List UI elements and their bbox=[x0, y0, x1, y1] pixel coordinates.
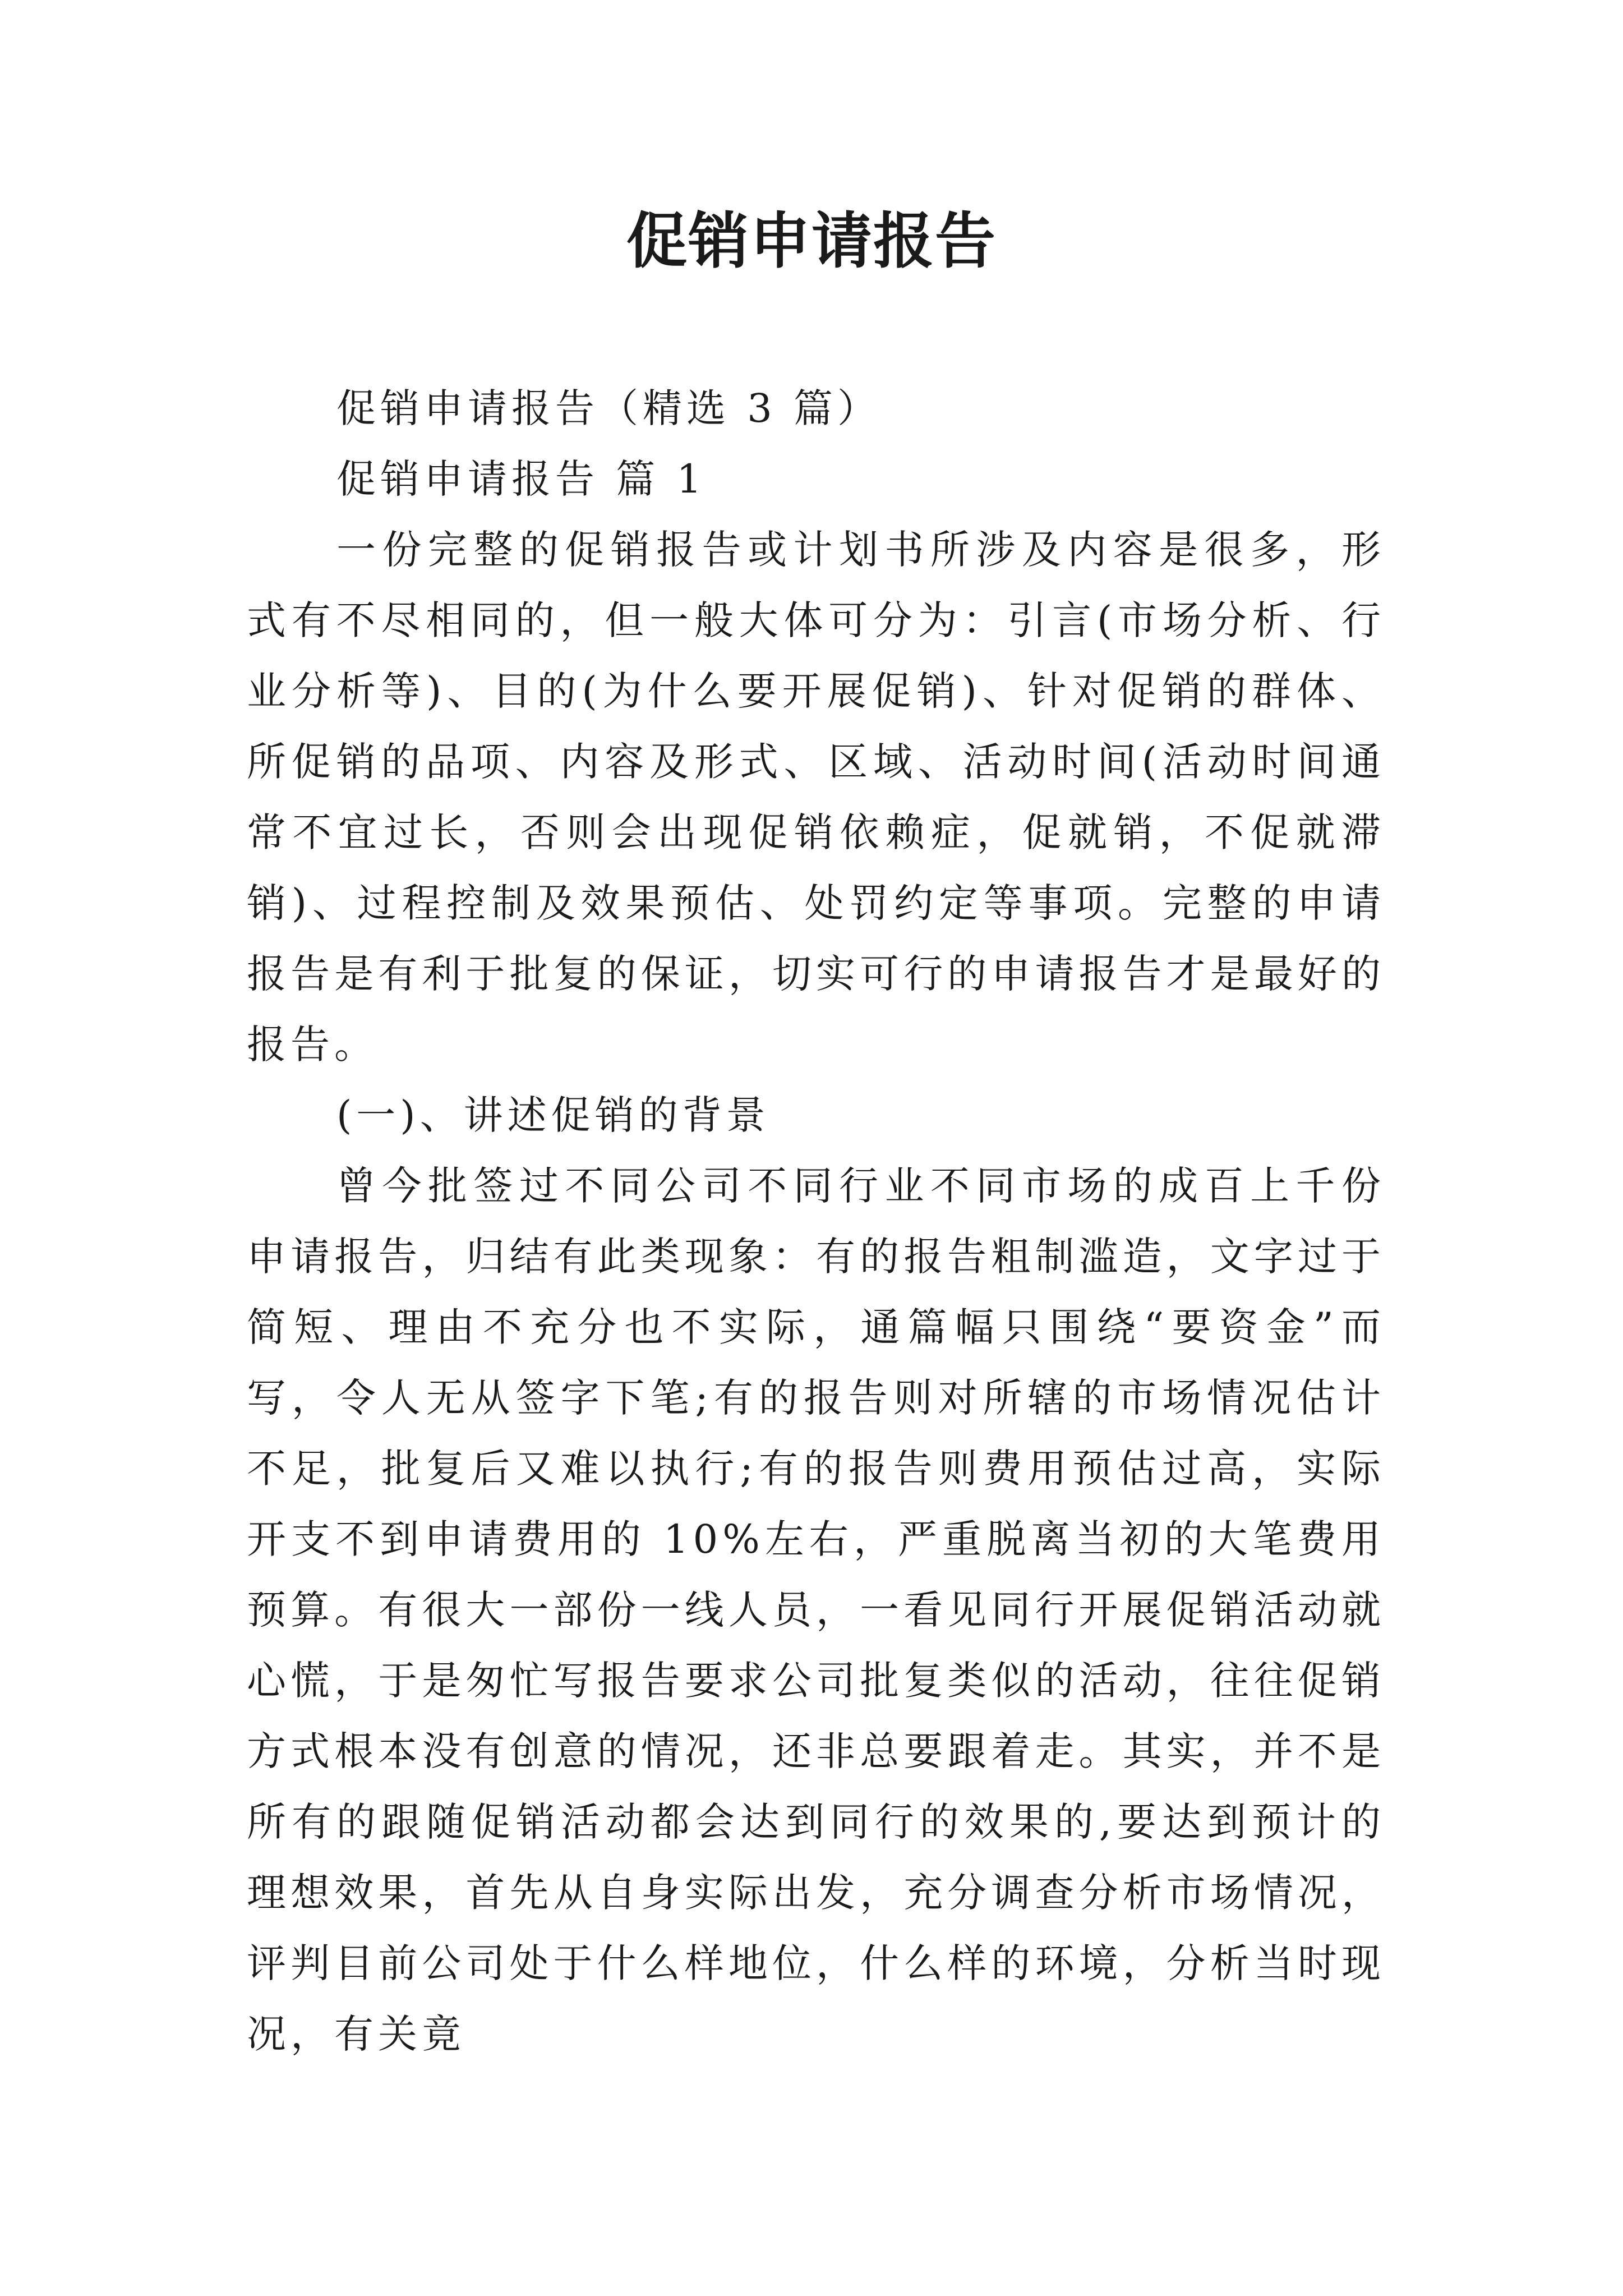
section-heading: 促销申请报告 篇 1 bbox=[336, 456, 707, 502]
body-paragraph: 曾今批签过不同公司不同行业不同市场的成百上千份申请报告，归结有此类现象：有的报告粗制滥造，文字过于简短、理由不充分也不实际，通篇幅只围绕“要资金”而写，令人无从签字下笔;有的报告则对所辖的市场情况估计不足，批复后又难以执行;有的报告则费用预估过高，实际开支不到申请费用的 10%左右，严重脱离当初的大笔费用预算。有很大一部份一线人员，一看见同行开展促销活动就心慌，于是匆忙写报告要求公司批复类似的活动，往往促销方式根本没有创意的情况，还非总要跟着走。其实，并不是所有的跟随促销活动都会达到同行的效果的,要达到预计的理想效果，首先从自身实际出发，充分调查分析市场情况，评判目前公司处于什么样地位，什么样的环境，分析当时现况，有关竟 bbox=[247, 1163, 1385, 2057]
document-title: 促销申请报告 bbox=[626, 206, 997, 277]
sub-heading: (一)、讲述促销的背景 bbox=[336, 1092, 770, 1138]
subtitle-line: 促销申请报告（精选 3 篇） bbox=[336, 385, 882, 431]
document-body bbox=[247, 373, 1385, 2069]
body-paragraph: 一份完整的促销报告或计划书所涉及内容是很多，形式有不尽相同的，但一般大体可分为：引言(市场分析、行业分析等)、目的(为什么要开展促销)、针对促销的群体、所促销的品项、内容及形式、区域、活动时间(活动时间通常不宜过长，否则会出现促销依赖症，促就销，不促就滞销)、过程控制及效果预估、处罚约定等事项。完整的申请报告是有利于批复的保证，切实可行的申请报告才是最好的报告。 bbox=[247, 527, 1385, 1068]
